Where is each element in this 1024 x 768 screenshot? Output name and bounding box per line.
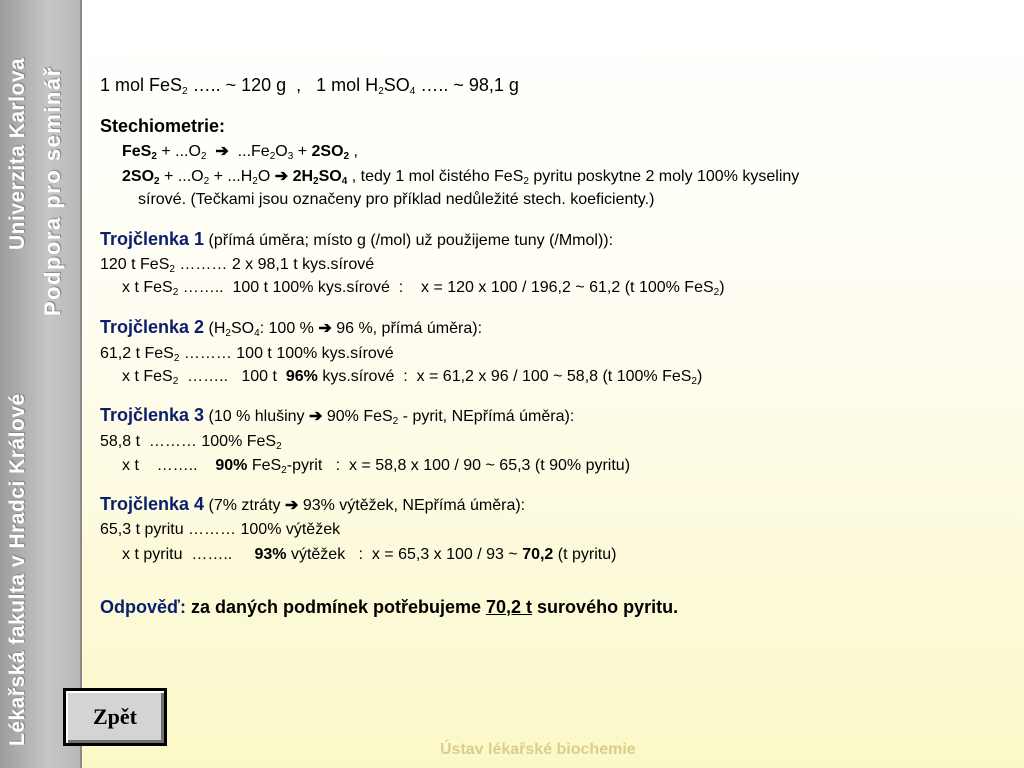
sidebar xyxy=(0,0,82,768)
t1-line-2: x t FeS$_2$ …….. 100 t 100% kys.sírové : x = 120 x 100 / 196,2 ~ 61,2 (t 100% FeS$_2$) xyxy=(122,279,725,298)
molar-masses: 1 mol FeS$_2$ ….. ~ 120 g , 1 mol $H_2SO_4$ ….. ~ 98,1 g xyxy=(100,75,519,97)
t1-line-1: 120 t FeS$_2$ ……… 2 x 98,1 t kys.sírové xyxy=(100,256,375,275)
t3-line-1: 58,8 t ……… 100% FeS$_2$ xyxy=(100,433,282,452)
t4-line-2: x t pyritu …….. 93% výtěžek : x = 65,3 x 100 / 93 ~ 70,2 (t pyritu) xyxy=(122,546,617,563)
t2-line-1: 61,2 t FeS$_2$ ……… 100 t 100% kys.sírové xyxy=(100,345,394,364)
answer xyxy=(100,597,678,618)
university-label: Univerzita Karlova xyxy=(6,57,29,250)
answer-label: Odpověď: xyxy=(100,597,186,617)
answer-text: za daných podmínek potřebujeme xyxy=(185,597,487,617)
t1-heading: Trojčlenka 1 (přímá úměra; místo g (/mol) už použijeme tuny (/Mmol)): xyxy=(100,229,614,249)
answer-value: 70,2 t xyxy=(486,597,533,617)
t2-line-2: x t FeS$_2$ …….. 100 t 96% kys.sírové : x = 61,2 x 96 / 100 ~ 58,8 (t 100% FeS$_2$) xyxy=(122,368,703,387)
stech-reaction-2: $2SO_2 + ...O_2 + ...H_2O$ ➔ $2H_2SO_4$ , tedy 1 mol čistého FeS$_2$ pyritu poskytne 2 moly 100% kyseliny xyxy=(122,168,800,187)
stech-title: Stechiometrie: xyxy=(100,116,226,136)
faculty-label: Lékařská fakulta v Hradci Králové xyxy=(6,393,29,746)
t3-line-2: x t …….. 90% FeS$_2$-pyrit : x = 58,8 x 100 / 90 ~ 65,3 (t 90% pyritu) xyxy=(122,457,631,476)
footer-institute: Ústav lékařské biochemie xyxy=(440,741,636,758)
t4-heading: Trojčlenka 4 (7% ztráty ➔ 93% výtěžek, NEpřímá úměra): xyxy=(100,494,526,514)
stech-reaction-1: $FeS_2 + ...O_2$ ➔ $...Fe_2O_3 + 2SO_2$ , xyxy=(122,143,358,162)
support-label: Podpora pro seminář xyxy=(40,66,65,316)
stech-note: sírové. (Tečkami jsou označeny pro příklad nedůležité stech. koeficienty.) xyxy=(138,191,655,208)
back-button[interactable]: Zpět xyxy=(63,688,167,746)
answer-tail: surového pyritu. xyxy=(532,597,679,617)
t4-line-1: 65,3 t pyritu ……… 100% výtěžek xyxy=(100,521,341,538)
t2-heading: Trojčlenka 2 ($H_2SO_4$: 100 % ➔ 96 %, přímá úměra): xyxy=(100,317,483,339)
t3-heading: Trojčlenka 3 (10 % hlušiny ➔ 90% FeS$_2$ - pyrit, NEpřímá úměra): xyxy=(100,405,575,427)
